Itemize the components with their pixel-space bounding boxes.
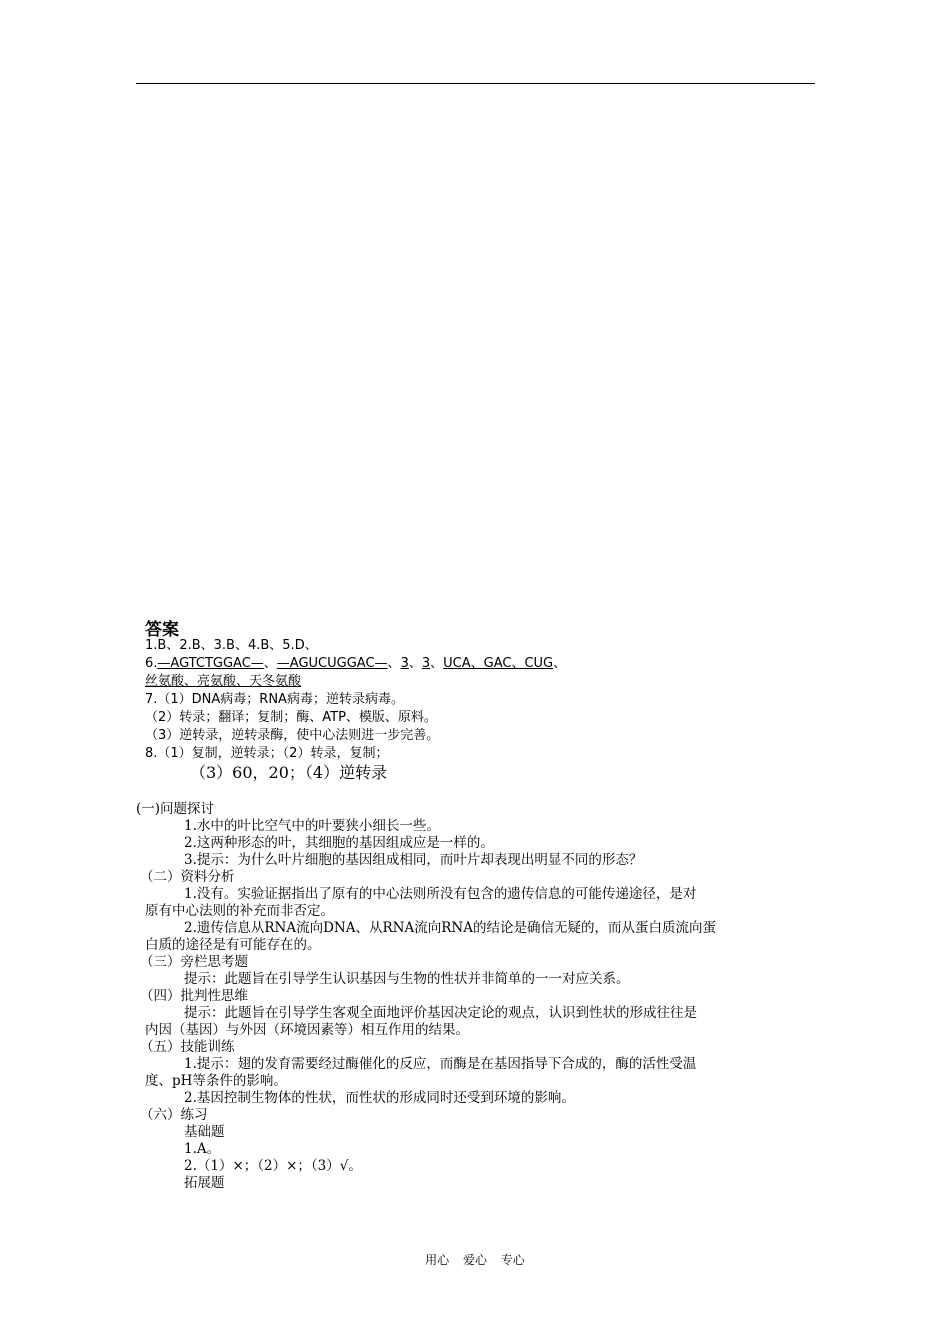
answer-6-rna: —AGUCUGGAC— bbox=[276, 656, 388, 671]
section-3-item: 提示：此题旨在引导学生认识基因与生物的性状并非简单的一一对应关系。 bbox=[184, 971, 630, 987]
answer-7-2: （2）转录；翻译；复制；酶、ATP、模版、原料。 bbox=[145, 710, 437, 725]
section-6-extension-heading: 拓展题 bbox=[184, 1175, 225, 1191]
answers-title: 答案 bbox=[145, 620, 179, 640]
answer-7-3: （3）逆转录，逆转录酶，使中心法则进一步完善。 bbox=[145, 728, 440, 743]
answer-8-1: 8.（1）复制，逆转录；（2）转录，复制； bbox=[145, 746, 389, 761]
section-5-title: （五）技能训练 bbox=[140, 1039, 235, 1055]
section-5-item-2: 2.基因控制生物体的性状，而性状的形成同时还受到环境的影响。 bbox=[184, 1090, 575, 1106]
section-2-item-2b: 白质的途径是有可能存在的。 bbox=[145, 937, 321, 953]
section-6-basic-heading: 基础题 bbox=[184, 1124, 225, 1140]
section-1-item-1: 1.水中的叶比空气中的叶要狭小细长一些。 bbox=[184, 818, 440, 834]
section-2-item-2a: 2.遗传信息从RNA流向DNA、从RNA流向RNA的结论是确信无疑的，而从蛋白质流向蛋 bbox=[184, 920, 716, 936]
section-1-item-3: 3.提示：为什么叶片细胞的基因组成相同，而叶片却表现出明显不同的形态？ bbox=[184, 852, 643, 868]
answer-1-5: 1.B、2.B、3.B、4.B、5.D、 bbox=[145, 638, 318, 653]
section-3-title: （三）旁栏思考题 bbox=[140, 954, 248, 970]
section-4-title: （四）批判性思维 bbox=[140, 988, 248, 1004]
section-1-title: (一)问题探讨 bbox=[136, 801, 215, 817]
section-4-item-a: 提示：此题旨在引导学生客观全面地评价基因决定论的观点，认识到性状的形成往往是 bbox=[184, 1005, 697, 1021]
section-2-title: （二）资料分析 bbox=[140, 869, 235, 885]
answer-6-dna: —AGTCTGGAC— bbox=[157, 656, 264, 671]
answer-6-line2: 丝氨酸、亮氨酸、天冬氨酸 bbox=[145, 674, 302, 689]
header-rule bbox=[136, 83, 815, 84]
section-5-item-1b: 度、pH等条件的影响。 bbox=[145, 1073, 287, 1089]
section-5-item-1a: 1.提示：翅的发育需要经过酶催化的反应，而酶是在基因指导下合成的，酶的活性受温 bbox=[184, 1056, 697, 1072]
answer-7-1: 7.（1）DNA病毒；RNA病毒；逆转录病毒。 bbox=[145, 692, 404, 707]
section-6-title: （六）练习 bbox=[140, 1107, 208, 1123]
answer-6-line1: 6.—AGTCTGGAC—、—AGUCUGGAC—、3、3、UCA、GAC、CUG、 bbox=[145, 656, 567, 671]
section-6-item-2: 2.（1）×；（2）×；（3）√。 bbox=[184, 1158, 362, 1174]
section-6-item-1: 1.A。 bbox=[184, 1141, 221, 1157]
section-2-item-1a: 1.没有。实验证据指出了原有的中心法则所没有包含的遗传信息的可能传递途径，是对 bbox=[184, 886, 697, 902]
answer-8-2: （3）60，20；（4）逆转录 bbox=[190, 763, 388, 782]
page-footer: 用心 爱心 专心 bbox=[425, 1253, 525, 1267]
section-2-item-1b: 原有中心法则的补充而非否定。 bbox=[145, 903, 334, 919]
section-4-item-b: 内因（基因）与外因（环境因素等）相互作用的结果。 bbox=[145, 1022, 469, 1038]
section-1-item-2: 2.这两种形态的叶，其细胞的基因组成应是一样的。 bbox=[184, 835, 494, 851]
answer-6-codons: UCA、GAC、CUG bbox=[443, 656, 554, 671]
